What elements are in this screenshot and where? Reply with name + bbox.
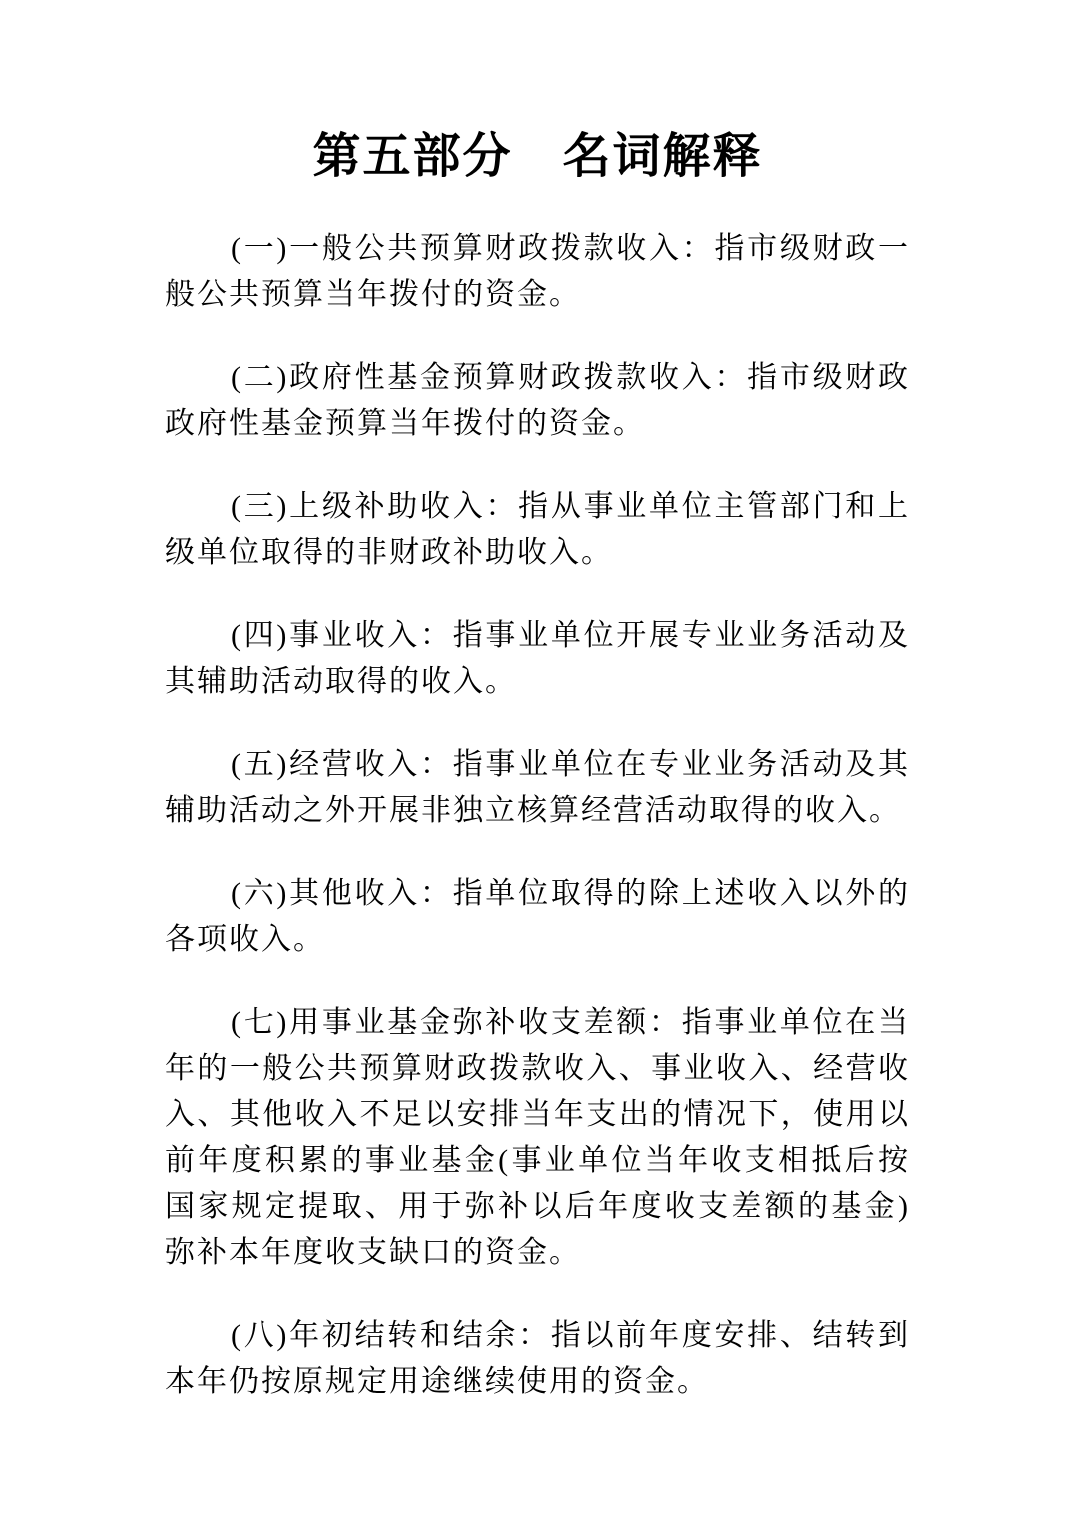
term-definition: 指市级财政一般公共预算当年拨付的资金。 <box>165 232 911 311</box>
term-colon: ： <box>420 619 453 652</box>
term-paragraph-6 <box>165 871 910 963</box>
term-paragraph-3 <box>165 484 910 576</box>
term-definition: 指事业单位在专业业务活动及其辅助活动之外开展非独立核算经营活动取得的收入。 <box>165 748 911 827</box>
term-paragraph-5 <box>165 742 910 834</box>
term-definition: 指以前年度安排、结转到本年仍按原规定用途继续使用的资金。 <box>165 1319 911 1398</box>
term-marker: (五) <box>231 748 289 781</box>
term-definition: 指事业单位在当年的一般公共预算财政拨款收入、事业收入、经营收入、其他收入不足以安排当年支出的情况下，使用以前年度积累的事业基金(事业单位当年收支相抵后按国家规定提取、用于弥补以后年度收支差额的基金)弥补本年度收支缺口的资金。 <box>165 1006 911 1269</box>
term-colon: ： <box>485 490 519 523</box>
term-paragraph-7 <box>165 1000 910 1276</box>
term-definition: 指市级财政政府性基金预算当年拨付的资金。 <box>165 361 911 440</box>
term-name: 政府性基金预算财政拨款收入 <box>288 361 715 394</box>
term-definition: 指从事业单位主管部门和上级单位取得的非财政补助收入。 <box>165 490 911 569</box>
term-marker: (二) <box>231 361 289 394</box>
term-marker: (四) <box>231 619 289 652</box>
term-marker: (三) <box>231 490 289 523</box>
term-paragraph-2 <box>165 355 910 447</box>
page-title: 第五部分 名词解释 <box>312 130 763 183</box>
term-paragraph-8 <box>165 1313 910 1405</box>
term-marker: (六) <box>231 877 289 910</box>
term-definition: 指单位取得的除上述收入以外的各项收入。 <box>165 877 911 956</box>
term-name: 上级补助收入 <box>288 490 486 523</box>
term-marker: (一) <box>231 232 289 265</box>
term-name: 一般公共预算财政拨款收入 <box>288 232 682 265</box>
term-marker: (八) <box>231 1319 289 1352</box>
term-name: 年初结转和结余 <box>288 1319 519 1352</box>
term-name: 事业收入 <box>288 619 420 652</box>
term-colon: ： <box>420 748 453 781</box>
term-paragraph-1 <box>165 226 910 318</box>
term-definition: 指事业单位开展专业业务活动及其辅助活动取得的收入。 <box>165 619 911 698</box>
term-colon: ： <box>681 232 715 265</box>
term-colon: ： <box>714 361 748 394</box>
term-colon: ： <box>649 1006 682 1039</box>
term-name: 用事业基金弥补收支差额 <box>288 1006 650 1039</box>
term-marker: (七) <box>231 1006 289 1039</box>
term-colon: ： <box>420 877 453 910</box>
term-name: 其他收入 <box>288 877 420 910</box>
term-name: 经营收入 <box>288 748 420 781</box>
term-paragraph-4 <box>165 613 910 705</box>
term-colon: ： <box>518 1319 551 1352</box>
